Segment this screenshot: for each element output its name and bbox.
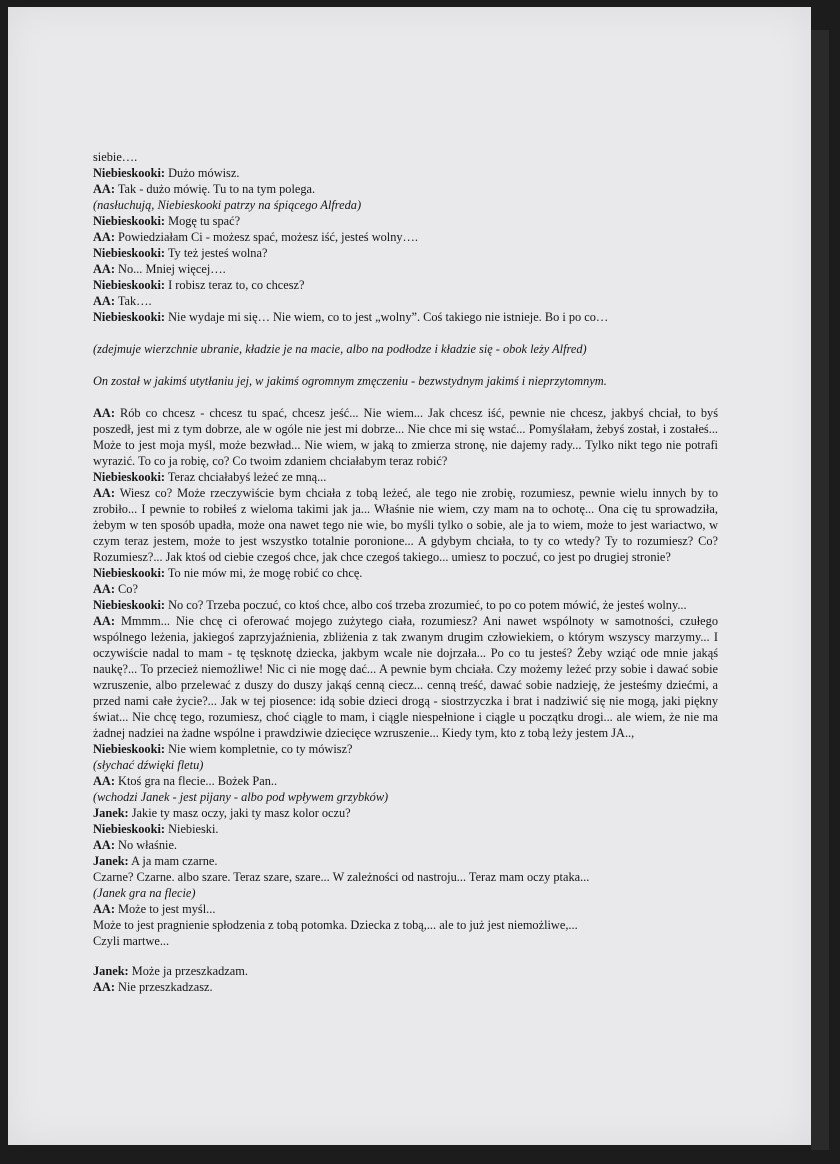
speaker-name: Niebieskooki: <box>93 470 166 484</box>
dialogue-text: Niebieski. <box>165 822 219 836</box>
dialogue-text: Co? <box>114 582 138 596</box>
dialogue-line <box>93 741 718 757</box>
speaker-name: AA: <box>93 182 115 196</box>
dialogue-text: Wiesz co? Może rzeczywiście bym chciała z tobą leżeć, ale tego nie zrobię, rozumiesz, pewnie wielu innych by to zrobiło... I pewnie to robiłeś z wieloma takimi jak ja... Właśnie nie wiem, czy mam na to ochotę... Ona cię tu sprowadziła, żebym w ten sposób upadła, może ona nawet tego nie wie, bo myśli tylko o sobie, ale ja to wiem, może to jest wariactwo, w czym teraz jestem, może to jest wszystko totalnie poronione... A gdybym chciała, to ty co wtedy? Ty to rozumiesz? Co? Rozumiesz?... Jak ktoś od ciebie czegoś chce, jak chce czegoś takiego... umiesz to poczuć, co jest po drugiej stronie? <box>93 486 718 564</box>
dialogue-text: To nie mów mi, że mogę robić co chcę. <box>165 566 363 580</box>
text-line: Czyli martwe... <box>93 934 170 948</box>
dialogue-text: Nie wiem kompletnie, co ty mówisz? <box>165 742 353 756</box>
dialogue-text: Dużo mówisz. <box>165 166 240 180</box>
dialogue-text: Powiedziałam Ci - możesz spać, możesz iść, jesteś wolny…. <box>114 230 418 244</box>
dialogue-line <box>93 245 718 261</box>
speaker-name: AA: <box>93 486 115 500</box>
dialogue-line <box>93 597 718 613</box>
speaker-name: Niebieskooki: <box>93 822 166 836</box>
text-line: Może to jest pragnienie spłodzenia z tobą potomka. Dziecka z tobą,... ale to już jest niemożliwe,... <box>93 918 578 932</box>
dialogue-line <box>93 293 718 309</box>
dialogue-text: Teraz chciałabyś leżeć ze mną... <box>165 470 327 484</box>
dialogue-line <box>93 581 718 597</box>
dialogue-text: Ty też jesteś wolna? <box>165 246 268 260</box>
dialogue-text: Tak - dużo mówię. Tu to na tym polega. <box>114 182 316 196</box>
dialogue-line <box>93 309 718 325</box>
script-text <box>93 149 718 995</box>
dialogue-line <box>93 485 718 565</box>
dialogue-line <box>93 469 718 485</box>
speaker-name: AA: <box>93 582 115 596</box>
dialogue-line <box>93 963 718 979</box>
stage-direction: (nasłuchują, Niebieskooki patrzy na śpiącego Alfreda) <box>93 198 362 212</box>
dialogue-text: Jakie ty masz oczy, jaki ty masz kolor oczu? <box>128 806 351 820</box>
dialogue-line <box>93 213 718 229</box>
dialogue-text: Mogę tu spać? <box>165 214 241 228</box>
speaker-name: AA: <box>93 774 115 788</box>
stage-direction: (zdejmuje wierzchnie ubranie, kładzie je na macie, albo na podłodze i kładzie się - obok leży Alfred) <box>93 342 587 356</box>
speaker-name: Janek: <box>93 854 129 868</box>
speaker-name: AA: <box>93 980 115 994</box>
dialogue-text: Tak…. <box>114 294 152 308</box>
dialogue-text: Nie wydaje mi się… Nie wiem, co to jest „wolny”. Coś takiego nie istnieje. Bo i po co… <box>165 310 609 324</box>
speaker-name: AA: <box>93 262 115 276</box>
dialogue-text: I robisz teraz to, co chcesz? <box>165 278 305 292</box>
speaker-name: AA: <box>93 294 115 308</box>
dialogue-text: A ja mam czarne. <box>128 854 218 868</box>
dialogue-text: Ktoś gra na flecie... Bożek Pan.. <box>114 774 278 788</box>
dialogue-line <box>93 613 718 741</box>
dialogue-line <box>93 853 718 869</box>
text-line: siebie…. <box>93 150 138 164</box>
dialogue-line <box>93 261 718 277</box>
dialogue-line <box>93 773 718 789</box>
dialogue-text: Może ja przeszkadzam. <box>128 964 248 978</box>
speaker-name: AA: <box>93 230 115 244</box>
speaker-name: Janek: <box>93 806 129 820</box>
stage-direction: (Janek gra na flecie) <box>93 886 196 900</box>
speaker-name: AA: <box>93 614 115 628</box>
stage-direction: On został w jakimś utytłaniu jej, w jakimś ogromnym zmęczeniu - bezwstydnym jakimś i nieprzytomnym. <box>93 374 607 388</box>
dialogue-line <box>93 901 718 917</box>
stage-direction: (słychać dźwięki fletu) <box>93 758 204 772</box>
dialogue-line <box>93 837 718 853</box>
speaker-name: Niebieskooki: <box>93 278 166 292</box>
dialogue-text: Nie przeszkadzasz. <box>114 980 213 994</box>
dialogue-line <box>93 979 718 995</box>
dialogue-line <box>93 165 718 181</box>
speaker-name: Niebieskooki: <box>93 566 166 580</box>
speaker-name: Niebieskooki: <box>93 246 166 260</box>
speaker-name: Niebieskooki: <box>93 214 166 228</box>
speaker-name: AA: <box>93 902 115 916</box>
scan-shadow-edge <box>811 30 829 1150</box>
dialogue-text: No właśnie. <box>114 838 178 852</box>
speaker-name: Niebieskooki: <box>93 166 166 180</box>
text-line: Czarne? Czarne. albo szare. Teraz szare, szare... W zależności od nastroju... Teraz mam oczy ptaka... <box>93 870 590 884</box>
dialogue-text: No... Mniej więcej…. <box>114 262 226 276</box>
dialogue-text: No co? Trzeba poczuć, co ktoś chce, albo coś trzeba zrozumieć, to po co potem mówić, że jesteś wolny... <box>165 598 687 612</box>
speaker-name: Niebieskooki: <box>93 310 166 324</box>
stage-direction: (wchodzi Janek - jest pijany - albo pod wpływem grzybków) <box>93 790 389 804</box>
speaker-name: Niebieskooki: <box>93 742 166 756</box>
dialogue-line <box>93 229 718 245</box>
dialogue-line <box>93 565 718 581</box>
speaker-name: Janek: <box>93 964 129 978</box>
dialogue-line <box>93 277 718 293</box>
dialogue-line <box>93 821 718 837</box>
dialogue-line <box>93 805 718 821</box>
dialogue-text: Może to jest myśl... <box>114 902 216 916</box>
speaker-name: Niebieskooki: <box>93 598 166 612</box>
speaker-name: AA: <box>93 406 115 420</box>
speaker-name: AA: <box>93 838 115 852</box>
dialogue-line <box>93 405 718 469</box>
dialogue-text: Rób co chcesz - chcesz tu spać, chcesz jeść... Nie wiem... Jak chcesz iść, pewnie nie chcesz, jakbyś chciał, to byś poszedł, jest mi z tym dobrze, ale w ogóle nie jest mi dobrze... Nie chce mi się wstać... Pomyślałam, żebyś został, i zostałeś... Może to jest moja myśl, może bezwład... Nie wiem, w jaką to zmierza stronę, nie dajemy rady... Tylko nikt tego nie potrafi wyrazić. To co ja robię, co? Co twoim zdaniem chciałabym teraz robić? <box>93 406 718 468</box>
dialogue-line <box>93 181 718 197</box>
dialogue-text: Mmmm... Nie chcę ci oferować mojego zużytego ciała, rozumiesz? Ani nawet wspólnoty w samotności, czułego wspólnego leżenia, jakiegoś zaprzyjaźnienia, zbliżenia z tak zwanym drugim człowiekiem, o którym wszyscy marzymy... I oczywiście nadal to mam - tę tęsknotę dziecka, jakbym wcale nie dojrzała... Po co tu jesteś? Żeby wziąć ode mnie jakąś naukę?... To przecież niemożliwe! Nic ci nie mogę dać... A pewnie bym chciała. Czy możemy leżeć przy sobie i dawać sobie wzruszenie, albo przelewać z duszy do duszy jakąś cenną ciecz... cenną treść, dawać sobie nadzieję, że jesteśmy dziećmi, a przed nami całe życie?... Jak w tej piosence: idą sobie dzieci drogą - siostrzyczka i brat i nadziwić się nie mogą, jaki piękny świat... Nie chcę tego, rozumiesz, choć ciągle to mam, i ciągle niespełnione i ciągle u początku drogi... ale wiem, że nie ma żadnej nadziei na żadne wspólne i prawdziwie dziecięce wzruszenie... Kiedy tym, kto z tobą leży jestem JA.., <box>93 614 718 740</box>
